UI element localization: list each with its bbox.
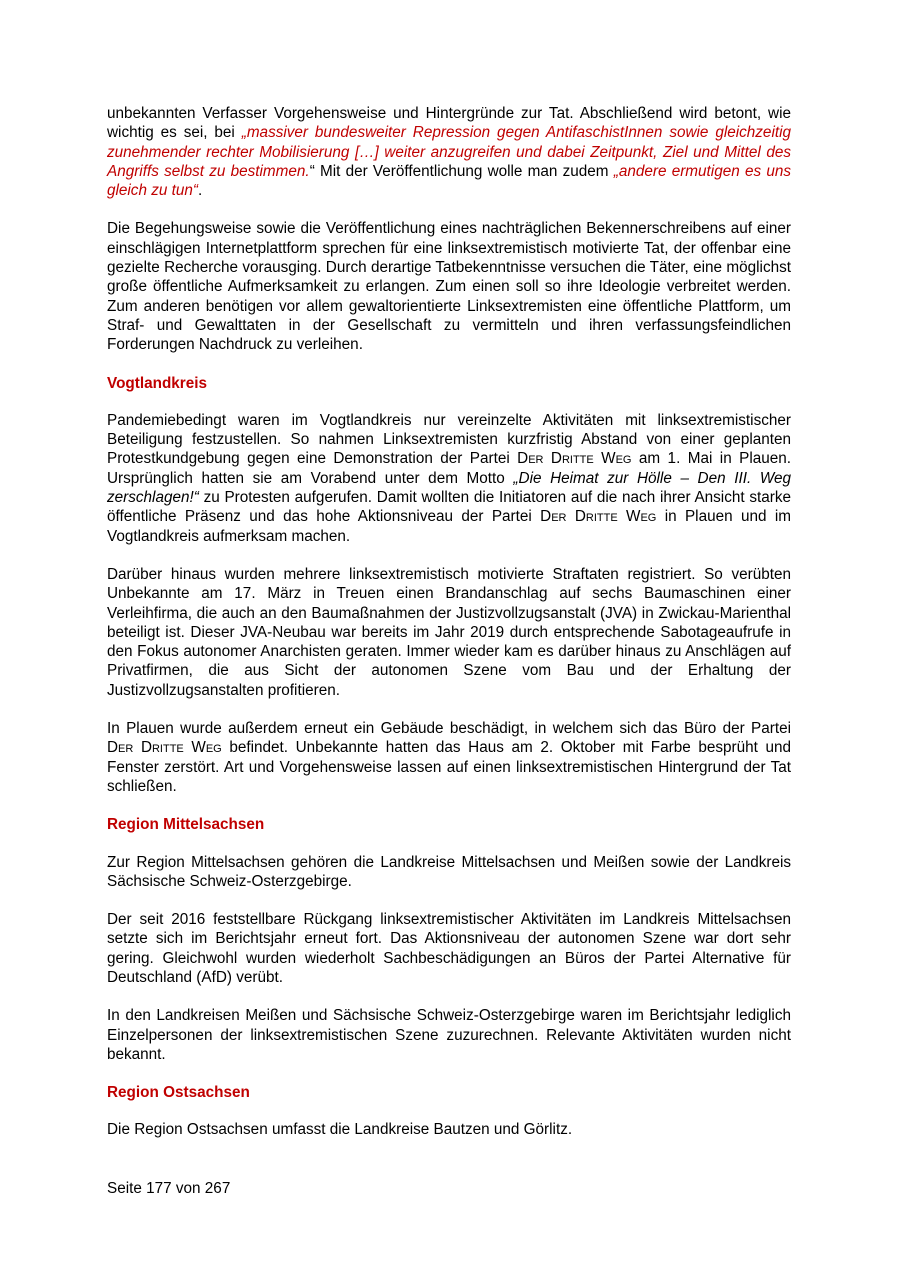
motto-quote: „Die Heimat zur Hölle – Den III. Weg zerschlagen!“ — [107, 469, 792, 507]
heading-region-ostsachsen: Region Ostsachsen — [107, 1084, 250, 1102]
party-name: Der Dritte Weg — [517, 450, 632, 468]
red-quote-1: „massiver bundesweiter Repression gegen AntifaschistInnen sowie gleichzeitig zunehmender rechter Mobilisierung […] weiter anzugreifen und dabei Zeitpunkt, Ziel und Mittel des Angriffs selbst zu bestimmen. — [107, 124, 791, 180]
document-body — [107, 104, 791, 1159]
party-name: Der Dritte Weg — [540, 508, 657, 526]
paragraph-4: Darüber hinaus wurden mehrere linksextremistisch motivierte Straftaten registriert. So verübten Unbekannte am 17. März in Treuen einen Brandanschlag auf sechs Baumaschinen einer Verleihfirma, die auch an den Baumaßnahmen der Justizvollzugsanstalt (JVA) in Zwickau-Marienthal beteiligt ist. Dieser JVA-Neubau war bereits im Jahr 2019 durch entsprechende Sabotageaufrufe in den Fokus autonomer Anarchisten geraten. Immer wieder kam es darüber hinaus zu Anschlägen auf Privatfirmen, die aus Sicht der autonomen Szene vom Bau und der Erhaltung der Justizvollzugsanstalten profitieren. — [107, 565, 791, 699]
party-name: Der Dritte Weg — [107, 739, 222, 757]
paragraph-8: In den Landkreisen Meißen und Sächsische Schweiz-Osterzgebirge waren im Berichtsjahr lediglich Einzelpersonen der linksextremistischen Szene zuzurechnen. Relevante Aktivitäten wurden nicht bekannt. — [107, 1007, 791, 1063]
paragraph-1: unbekannten Verfasser Vorgehensweise und Hintergründe zur Tat. Abschließend wird betont, wie wichtig es sei, bei „massiver bundesweiter Repression gegen AntifaschistInnen sowie gleichzeitig zunehmender rechter Mobilisierung […] weiter anzugreifen und dabei Zeitpunkt, Ziel und Mittel des Angriffs selbst zu bestimmen.“ Mit der Veröffentlichung wolle man zudem „andere ermutigen es uns gleich zu tun“. — [107, 105, 791, 200]
paragraph-5: In Plauen wurde außerdem erneut ein Gebäude beschädigt, in welchem sich das Büro der Partei Der Dritte Weg befindet. Unbekannte hatten das Haus am 2. Oktober mit Farbe besprüht und Fenster zerstört. Art und Vorgehensweise lassen auf einen linksextremistischen Hintergrund der Tat schließen. — [107, 720, 791, 795]
paragraph-9: Die Region Ostsachsen umfasst die Landkreise Bautzen und Görlitz. — [107, 1121, 573, 1139]
paragraph-3: Pandemiebedingt waren im Vogtlandkreis nur vereinzelte Aktivitäten mit linksextremistischer Beteiligung festzustellen. So nahmen Linksextremisten kurzfristig Abstand von einer geplanten Protestkundgebung gegen eine Demonstration der Partei Der Dritte Weg am 1. Mai in Plauen. Ursprünglich hatten sie am Vorabend unter dem Motto „Die Heimat zur Hölle – Den III. Weg zerschlagen!“ zu Protesten aufgerufen. Damit wollten die Initiatoren auf die nach ihrer Ansicht starke öffentliche Präsenz und das hohe Aktionsniveau der Partei Der Dritte Weg in Plauen und im Vogtlandkreis aufmerksam machen. — [107, 411, 792, 545]
paragraph-2: Die Begehungsweise sowie die Veröffentlichung eines nachträglichen Bekennerschreibens auf einer einschlägigen Internetplattform sprechen für eine linksextremistisch motivierte Tat, der offenbar eine gezielte Recherche vorausging. Durch derartige Tatbekenntnisse versuchen die Täter, eine möglichst große öffentliche Aufmerksamkeit zu erlangen. Zum einen soll so ihre Ideologie verbreitet werden. Zum anderen benötigen vor allem gewaltorientierte Linksextremisten eine öffentliche Plattform, um Straf- und Gewalttaten in der Gesellschaft zu vermitteln und ihren verfassungsfeindlichen Forderungen Nachdruck zu verleihen. — [107, 220, 791, 354]
heading-vogtlandkreis: Vogtlandkreis — [107, 374, 208, 392]
heading-region-mittelsachsen: Region Mittelsachsen — [107, 816, 265, 834]
paragraph-6: Zur Region Mittelsachsen gehören die Landkreise Mittelsachsen und Meißen sowie der Landkreis Sächsische Schweiz-Osterzgebirge. — [107, 853, 791, 890]
red-quote-2: „andere ermutigen es uns gleich zu tun“ — [107, 162, 791, 200]
page-number-footer: Seite 177 von 267 — [107, 1180, 231, 1197]
paragraph-7: Der seit 2016 feststellbare Rückgang linksextremistischer Aktivitäten im Landkreis Mittelsachsen setzte sich im Berichtsjahr erneut fort. Das Aktionsniveau der autonomen Szene war dort sehr gering. Gleichwohl wurden wiederholt Sachbeschädigungen an Büros der Partei Alternative für Deutschland (AfD) verübt. — [107, 911, 791, 986]
